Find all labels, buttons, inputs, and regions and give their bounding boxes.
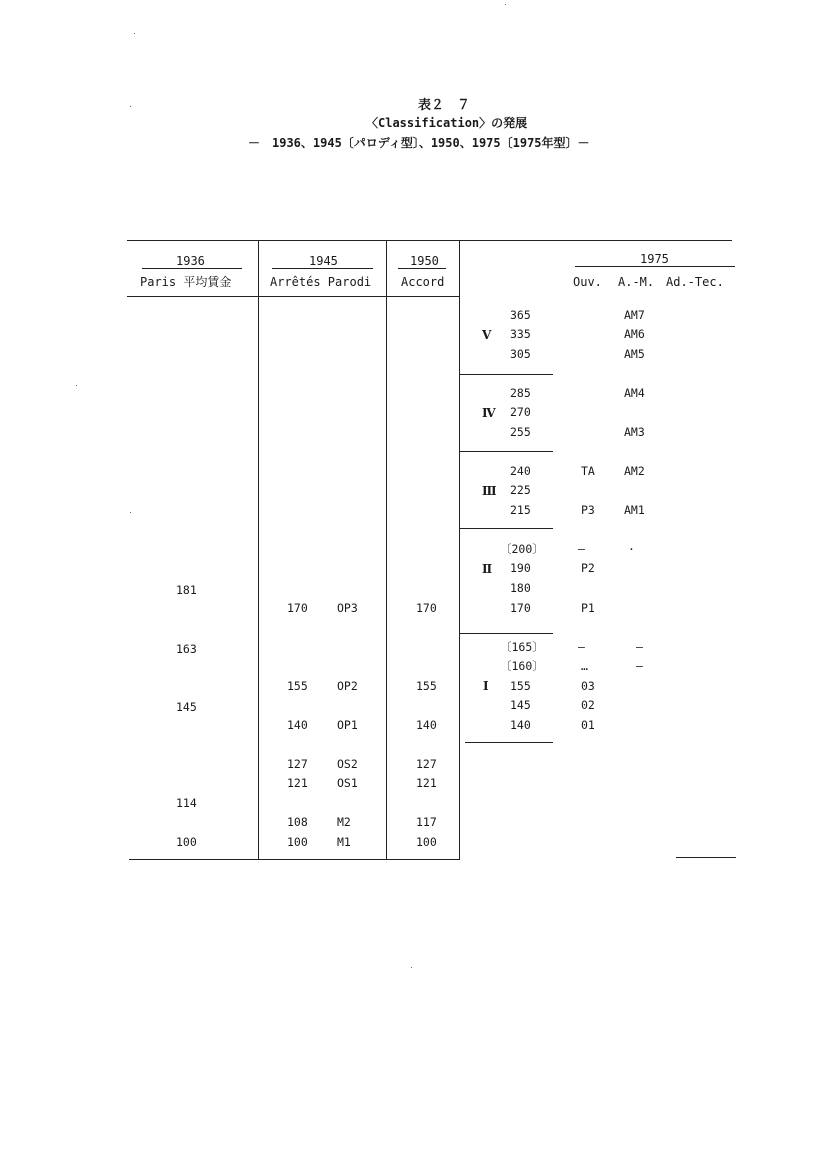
group-rule-iv-iii [459, 451, 553, 452]
cell-1945-num: 155 [287, 679, 308, 693]
cell-1945-code: OS1 [337, 776, 358, 790]
cell-1945-code: OP2 [337, 679, 358, 693]
group-rule-iii-ii [459, 528, 553, 529]
cell-1975-value: 255 [510, 425, 531, 439]
cell-am: AM5 [624, 347, 645, 361]
cell-1975-value: 305 [510, 347, 531, 361]
cell-am: — [636, 640, 643, 654]
group-rule-v-iv [459, 374, 553, 375]
cell-1975-value: 240 [510, 464, 531, 478]
cell-1945-code: OP3 [337, 601, 358, 615]
cell-ouv: … [581, 659, 588, 673]
cell-ouv: P2 [581, 561, 595, 575]
header-1945: 1945 [309, 254, 338, 268]
header-rule [127, 296, 460, 297]
table-title: 〈Classification〉の発展 [366, 116, 528, 130]
underline-1936 [142, 268, 242, 269]
cell-1975-value: 155 [510, 679, 531, 693]
cell-ouv: 01 [581, 718, 595, 732]
table-top-rule [127, 240, 732, 241]
cell-1975-value: 215 [510, 503, 531, 517]
header-accord: Accord [401, 275, 445, 289]
cell-ouv: TA [581, 464, 595, 478]
cell-am: AM6 [624, 327, 645, 341]
cell-1950: 155 [416, 679, 437, 693]
cell-1975-value: 365 [510, 308, 531, 322]
cell-ouv: — [578, 542, 585, 556]
col-divider-1936-1945 [258, 240, 259, 860]
cell-1936: 100 [176, 835, 197, 849]
cell-1975-value: 〔200〕 [500, 542, 544, 556]
cell-1975-value: 〔165〕 [500, 640, 544, 654]
cell-1950: 117 [416, 815, 437, 829]
scan-speck [134, 33, 135, 34]
table-subtitle: － 1936、1945〔パロディ型〕、1950、1975〔1975年型〕－ [248, 136, 590, 150]
scan-speck [130, 106, 131, 107]
header-arretes-parodi: Arrêtés Parodi [270, 275, 372, 289]
cell-am: · [628, 542, 635, 556]
cell-am: AM3 [624, 425, 645, 439]
col-divider-1950-1975 [459, 240, 460, 860]
table-number: 表２ ７ [418, 98, 471, 113]
group-label-iii: Ⅲ [482, 484, 497, 498]
cell-1945-num: 108 [287, 815, 308, 829]
cell-am: AM4 [624, 386, 645, 400]
cell-ouv: 02 [581, 698, 595, 712]
cell-1975-value: 145 [510, 698, 531, 712]
underline-1975 [575, 266, 735, 267]
scan-speck [411, 967, 412, 968]
cell-1975-value: 285 [510, 386, 531, 400]
cell-1975-value: 170 [510, 601, 531, 615]
cell-am: AM2 [624, 464, 645, 478]
cell-1945-num: 170 [287, 601, 308, 615]
header-1975: 1975 [640, 252, 669, 266]
header-adtec: Ad.-Tec. [666, 275, 724, 289]
scan-speck [130, 512, 131, 513]
group-rule-i-bottom [465, 742, 553, 743]
cell-1950: 127 [416, 757, 437, 771]
group-rule-ii-i [459, 633, 553, 634]
cell-1945-num: 100 [287, 835, 308, 849]
header-paris: Paris 平均賃金 [140, 275, 232, 289]
cell-1945-num: 140 [287, 718, 308, 732]
cell-1975-value: 270 [510, 405, 531, 419]
cell-1975-value: 〔160〕 [500, 659, 544, 673]
cell-1975-value: 190 [510, 561, 531, 575]
cell-1945-code: M2 [337, 815, 351, 829]
cell-1975-value: 140 [510, 718, 531, 732]
scan-speck [505, 4, 506, 5]
group-label-iv: Ⅳ [482, 406, 496, 420]
header-1936: 1936 [176, 254, 205, 268]
bottom-rule-fragment [676, 857, 736, 858]
header-am: A.-M. [618, 275, 655, 289]
cell-1975-value: 225 [510, 483, 531, 497]
cell-1945-code: OS2 [337, 757, 358, 771]
group-label-v: Ⅴ [482, 328, 492, 342]
cell-1945-code: M1 [337, 835, 351, 849]
header-1950: 1950 [410, 254, 439, 268]
cell-1975-value: 335 [510, 327, 531, 341]
cell-am: AM7 [624, 308, 645, 322]
cell-1950: 100 [416, 835, 437, 849]
cell-1950: 170 [416, 601, 437, 615]
underline-1950 [398, 268, 446, 269]
cell-ouv: — [578, 640, 585, 654]
cell-1950: 140 [416, 718, 437, 732]
bottom-rule-fragment-2 [364, 859, 380, 860]
cell-1945-num: 127 [287, 757, 308, 771]
cell-1975-value: 180 [510, 581, 531, 595]
table-bottom-rule [129, 859, 460, 860]
header-ouv: Ouv. [573, 275, 602, 289]
cell-1936: 163 [176, 642, 197, 656]
cell-ouv: 03 [581, 679, 595, 693]
cell-ouv: P3 [581, 503, 595, 517]
cell-am: — [636, 659, 643, 673]
group-label-i: Ⅰ [483, 679, 489, 693]
cell-1936: 114 [176, 796, 197, 810]
cell-1945-code: OP1 [337, 718, 358, 732]
scan-speck [76, 385, 77, 386]
cell-1936: 145 [176, 700, 197, 714]
group-label-ii: Ⅱ [482, 562, 493, 576]
underline-1945 [272, 268, 373, 269]
cell-1936: 181 [176, 583, 197, 597]
cell-1945-num: 121 [287, 776, 308, 790]
cell-1950: 121 [416, 776, 437, 790]
col-divider-1945-1950 [386, 240, 387, 860]
cell-am: AM1 [624, 503, 645, 517]
cell-ouv: P1 [581, 601, 595, 615]
